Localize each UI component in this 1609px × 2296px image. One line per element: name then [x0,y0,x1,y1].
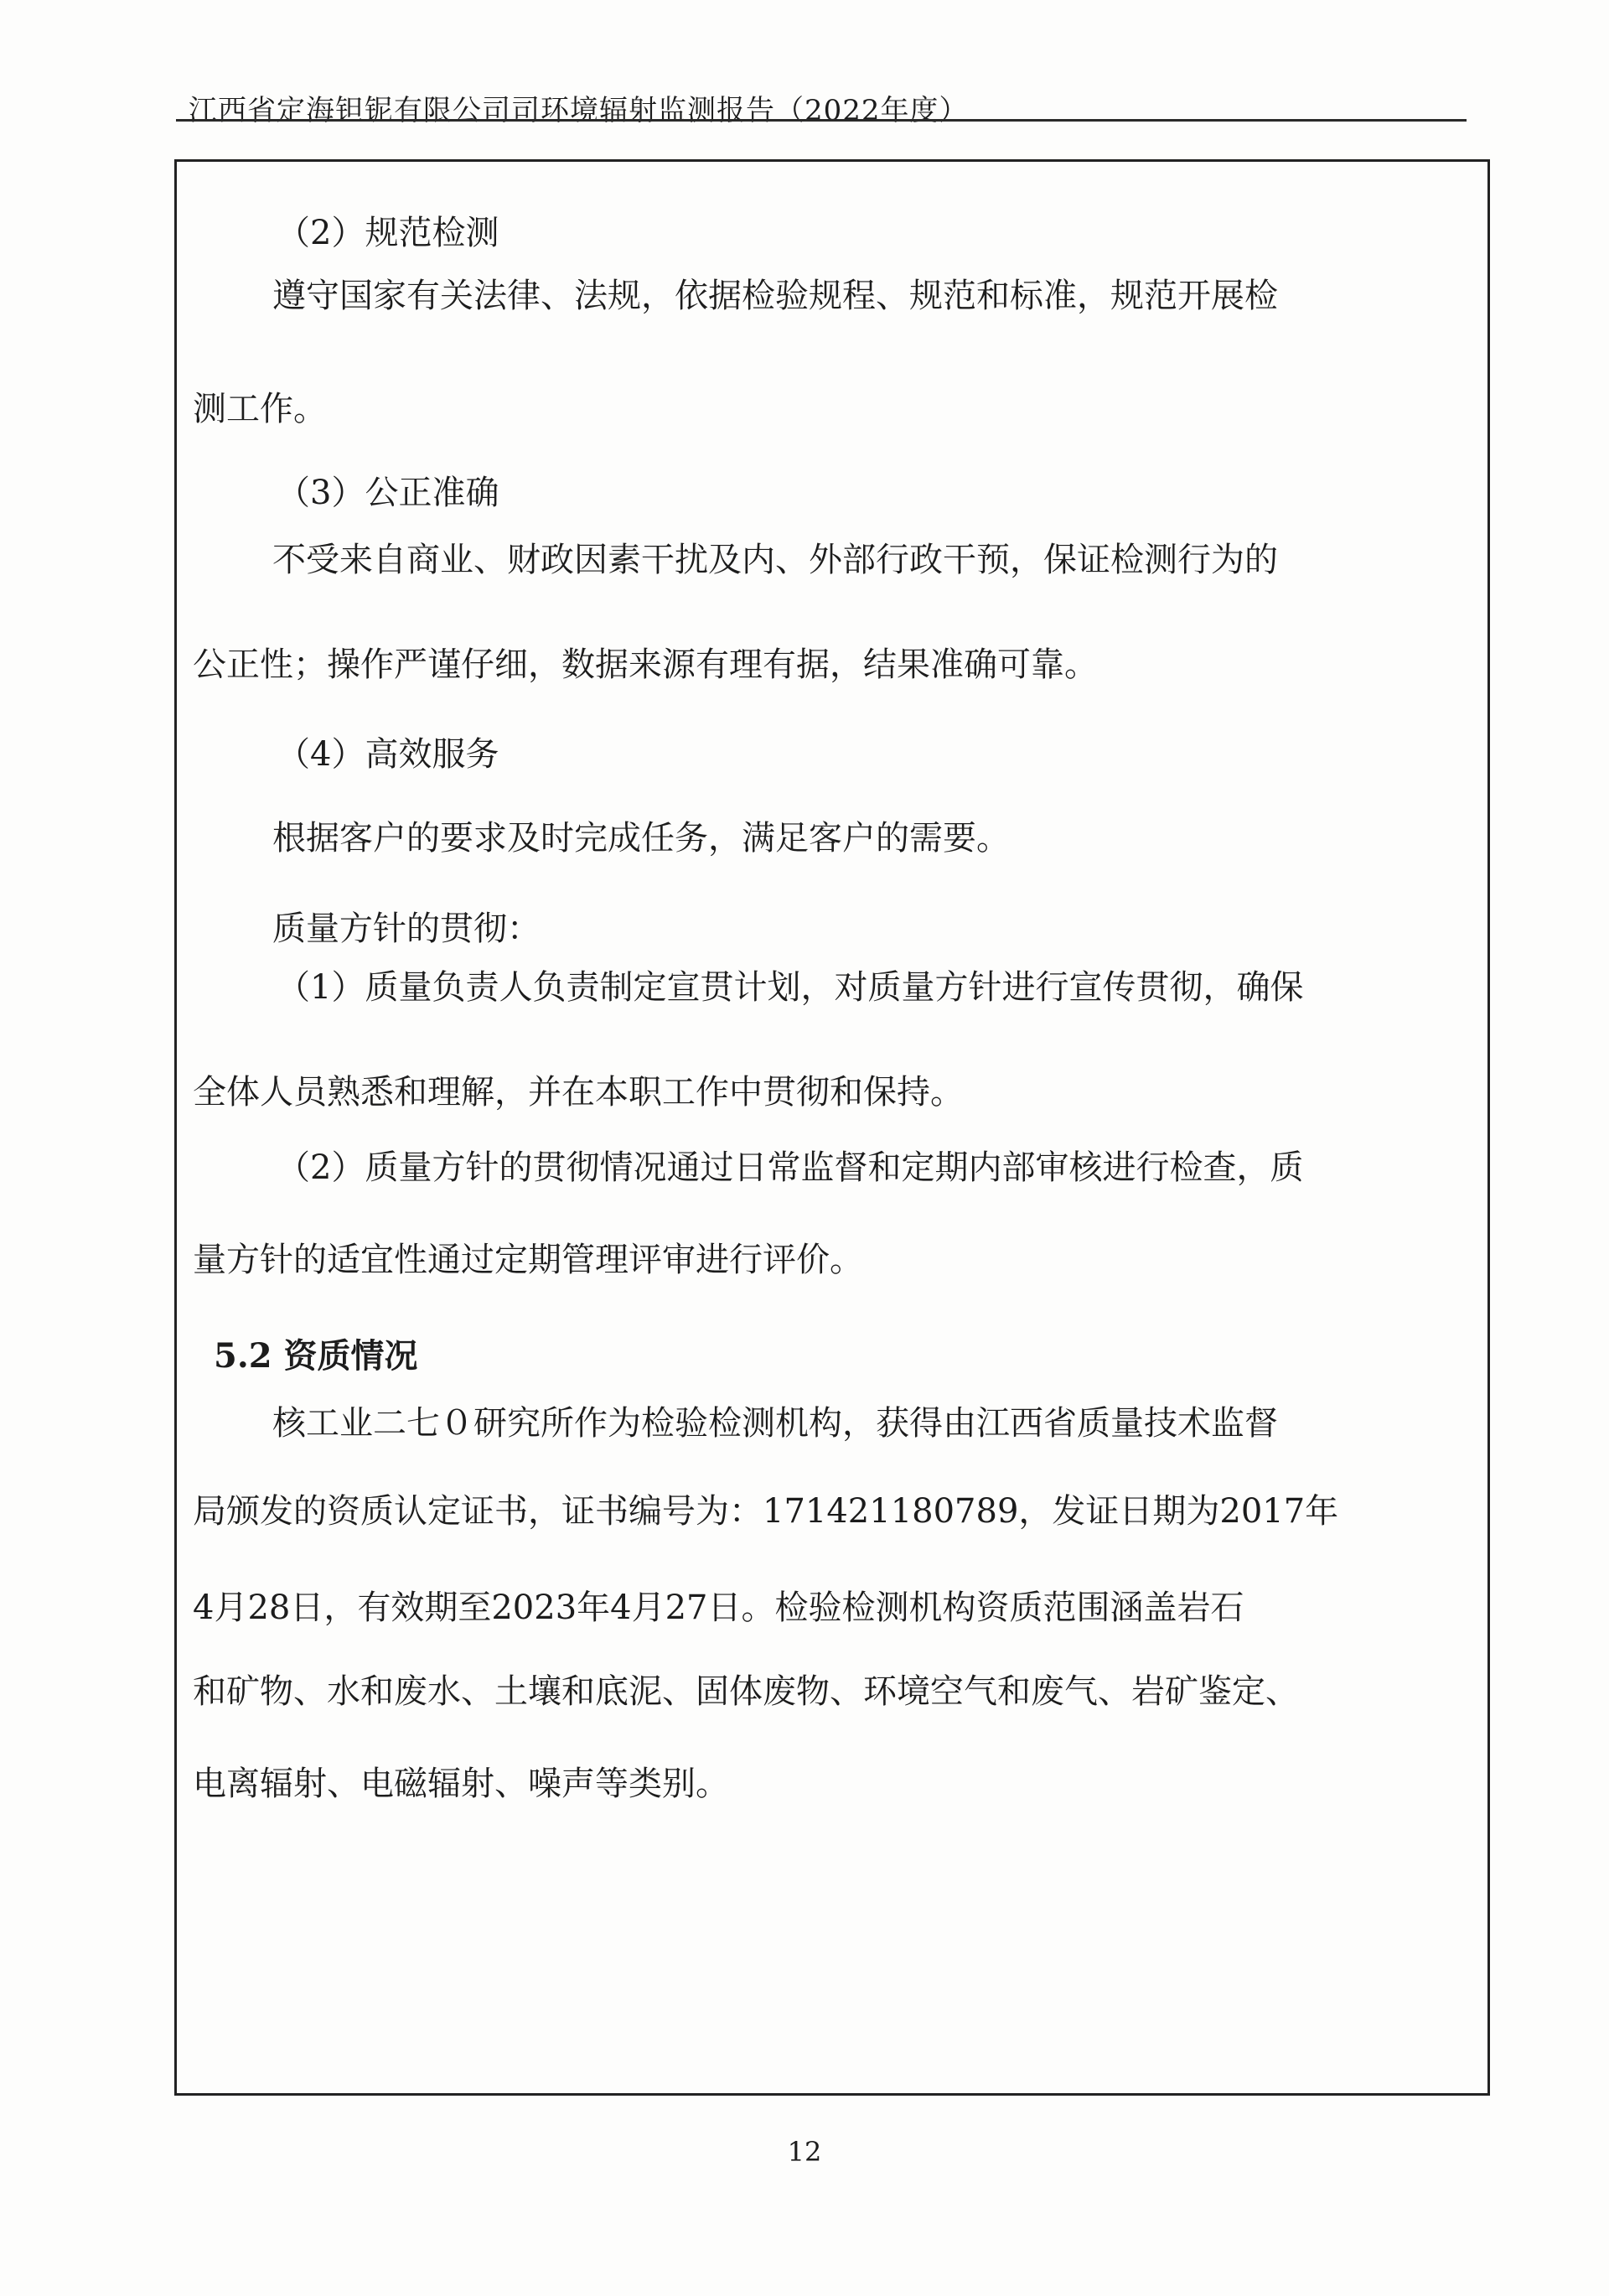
paragraph-line: 4月28日，有效期至2023年4月27日。检验检测机构资质范围涵盖岩石 [193,1589,1244,1627]
paragraph-line: 全体人员熟悉和理解，并在本职工作中贯彻和保持。 [193,1073,964,1112]
report-header-title: 江西省定海钽铌有限公司司环境辐射监测报告（2022年度） [189,94,969,127]
paragraph-line: 质量方针的贯彻： [272,910,541,948]
paragraph-line: 电离辐射、电磁辐射、噪声等类别。 [193,1765,729,1803]
paragraph-line: 局颁发的资质认定证书，证书编号为：171421180789，发证日期为2017年 [193,1492,1339,1531]
paragraph-line: 公正性；操作严谨仔细，数据来源有理有据，结果准确可靠。 [193,645,1098,684]
header-divider [176,119,1467,122]
paragraph-line: 测工作。 [193,390,327,428]
paragraph-line: （1）质量负责人负责制定宣贯计划，对质量方针进行宣传贯彻，确保 [277,968,1304,1007]
subheading-efficient-service: （4）高效服务 [277,735,499,774]
paragraph-line: 量方针的适宜性通过定期管理评审进行评价。 [193,1241,863,1279]
content-frame [174,159,1490,2096]
paragraph-line: （2）质量方针的贯彻情况通过日常监督和定期内部审核进行检查，质 [277,1148,1304,1187]
paragraph-line: 核工业二七０研究所作为检验检测机构，获得由江西省质量技术监督 [272,1404,1278,1443]
paragraph-line: 不受来自商业、财政因素干扰及内、外部行政干预，保证检测行为的 [272,541,1278,579]
page-number: 12 [787,2136,822,2168]
paragraph-line: 根据客户的要求及时完成任务，满足客户的需要。 [272,819,1010,858]
section-heading-qualification: 5.2 资质情况 [214,1336,418,1376]
paragraph-line: 和矿物、水和废水、土壤和底泥、固体废物、环境空气和废气、岩矿鉴定、 [193,1672,1299,1711]
subheading-standard-testing: （2）规范检测 [277,214,499,252]
subheading-fair-accurate: （3）公正准确 [277,474,499,512]
paragraph-line: 遵守国家有关法律、法规，依据检验规程、规范和标准，规范开展检 [272,277,1278,315]
